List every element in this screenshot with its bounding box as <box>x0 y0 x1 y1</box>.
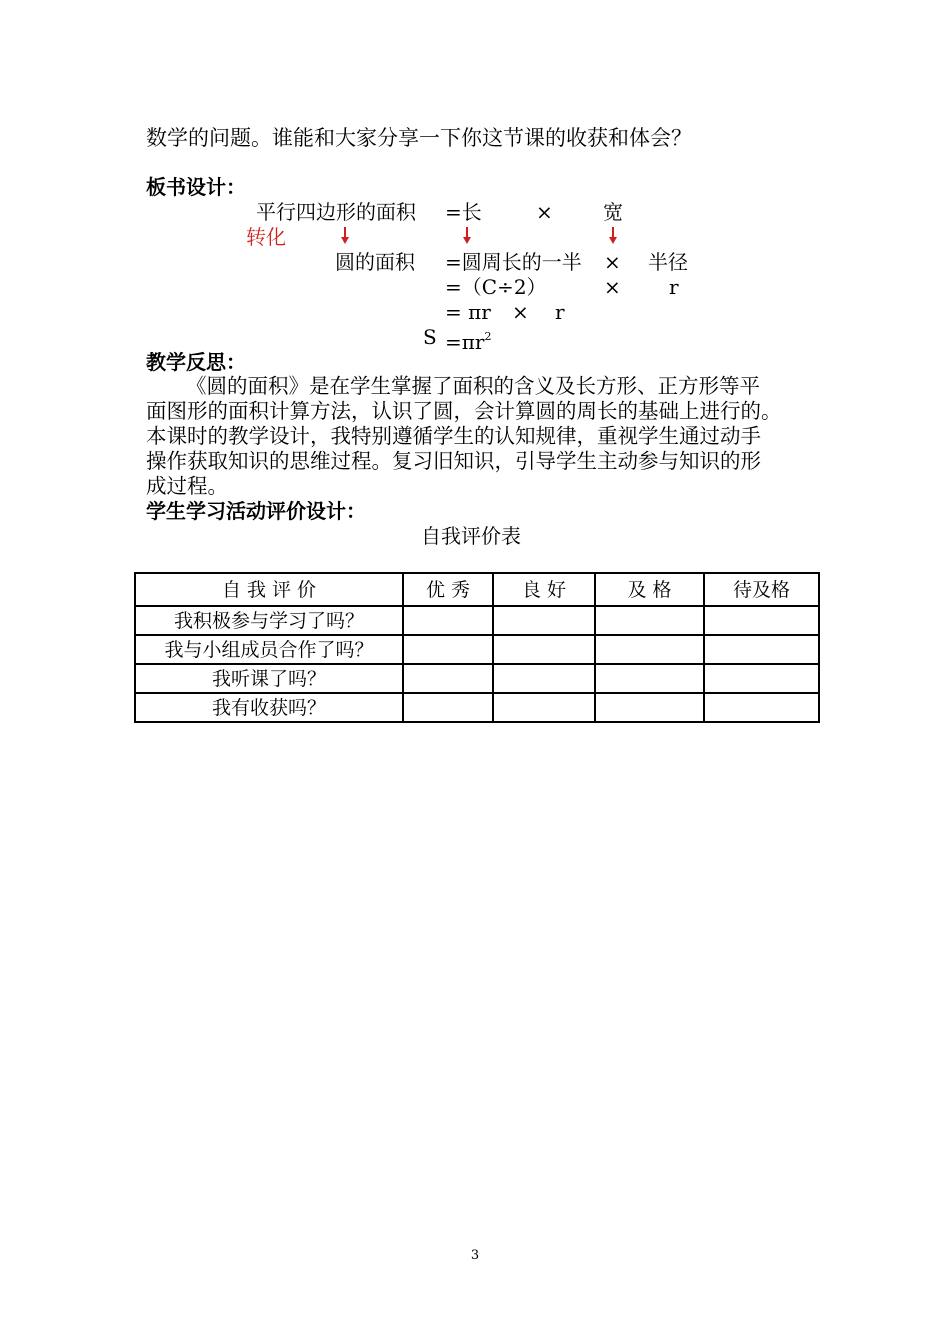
table-row <box>135 664 819 693</box>
board-row3-right: r <box>669 275 679 299</box>
rating-cell <box>403 606 493 635</box>
row-question: 我有收获吗？ <box>135 693 403 722</box>
board-row2-right: 半径 <box>648 250 688 274</box>
row-question: 我与小组成员合作了吗？ <box>135 635 403 664</box>
rating-cell <box>403 693 493 722</box>
intro-line: 数学的问题。谁能和大家分享一下你这节课的收获和体会？ <box>146 126 692 150</box>
table-row <box>135 693 819 722</box>
reflection-heading: 教学反思： <box>146 350 246 374</box>
column-header: 待及格 <box>704 573 819 606</box>
board-row3-times: × <box>604 275 621 299</box>
rating-cell <box>493 664 595 693</box>
rating-cell <box>595 664 704 693</box>
rating-cell <box>493 606 595 635</box>
board-design-heading: 板书设计： <box>146 175 246 199</box>
rating-cell <box>493 693 595 722</box>
board-row2-left: 圆的面积 <box>335 250 415 274</box>
rating-cell <box>704 635 819 664</box>
rating-cell <box>595 693 704 722</box>
board-row1-eq: =长 <box>445 200 482 224</box>
rating-cell <box>704 693 819 722</box>
board-row5-left: S <box>423 325 437 349</box>
board-row2-times: × <box>604 250 621 274</box>
page-number: 3 <box>470 1248 480 1263</box>
rating-cell <box>704 606 819 635</box>
reflection-line-2: 面图形的面积计算方法，认识了圆，会计算圆的周长的基础上进行的。 <box>146 399 782 423</box>
board-row4-eq: = πr <box>445 300 491 324</box>
evaluation-heading: 学生学习活动评价设计： <box>146 499 366 523</box>
reflection-line-1: 《圆的面积》是在学生掌握了面积的含义及长方形、正方形等平 <box>186 374 760 398</box>
transform-arrow-1 <box>344 227 346 238</box>
rating-cell <box>403 664 493 693</box>
board-row5-eq: =πr <box>445 330 485 354</box>
table-row <box>135 606 819 635</box>
rating-cell <box>595 635 704 664</box>
transform-label: 转化 <box>246 225 286 249</box>
board-row2-eq: =圆周长的一半 <box>445 250 582 274</box>
board-row4-times: × <box>512 300 529 324</box>
table-header-row <box>135 573 819 606</box>
board-row1-left: 平行四边形的面积 <box>256 200 416 224</box>
self-evaluation-table <box>134 572 820 723</box>
reflection-line-5: 成过程。 <box>146 474 228 498</box>
rating-cell <box>403 635 493 664</box>
reflection-line-3: 本课时的教学设计，我特别遵循学生的认知规律，重视学生通过动手 <box>146 424 761 448</box>
column-header: 自 我 评 价 <box>135 573 403 606</box>
board-row3-eq: =（C÷2） <box>445 275 547 299</box>
row-question: 我积极参与学习了吗？ <box>135 606 403 635</box>
board-row5-sup: 2 <box>484 330 492 343</box>
column-header: 优 秀 <box>403 573 493 606</box>
table-title: 自我评价表 <box>421 524 521 548</box>
board-row4-right: r <box>555 300 565 324</box>
board-row1-right: 宽 <box>603 200 623 224</box>
board-row5-formula <box>445 325 491 354</box>
rating-cell <box>493 635 595 664</box>
transform-arrow-2 <box>466 227 468 238</box>
board-row1-times: × <box>536 200 553 224</box>
rating-cell <box>704 664 819 693</box>
table-row <box>135 635 819 664</box>
reflection-line-4: 操作获取知识的思维过程。复习旧知识，引导学生主动参与知识的形 <box>146 449 761 473</box>
transform-arrow-3 <box>612 227 614 238</box>
column-header: 良 好 <box>493 573 595 606</box>
row-question: 我听课了吗？ <box>135 664 403 693</box>
rating-cell <box>595 606 704 635</box>
column-header: 及 格 <box>595 573 704 606</box>
